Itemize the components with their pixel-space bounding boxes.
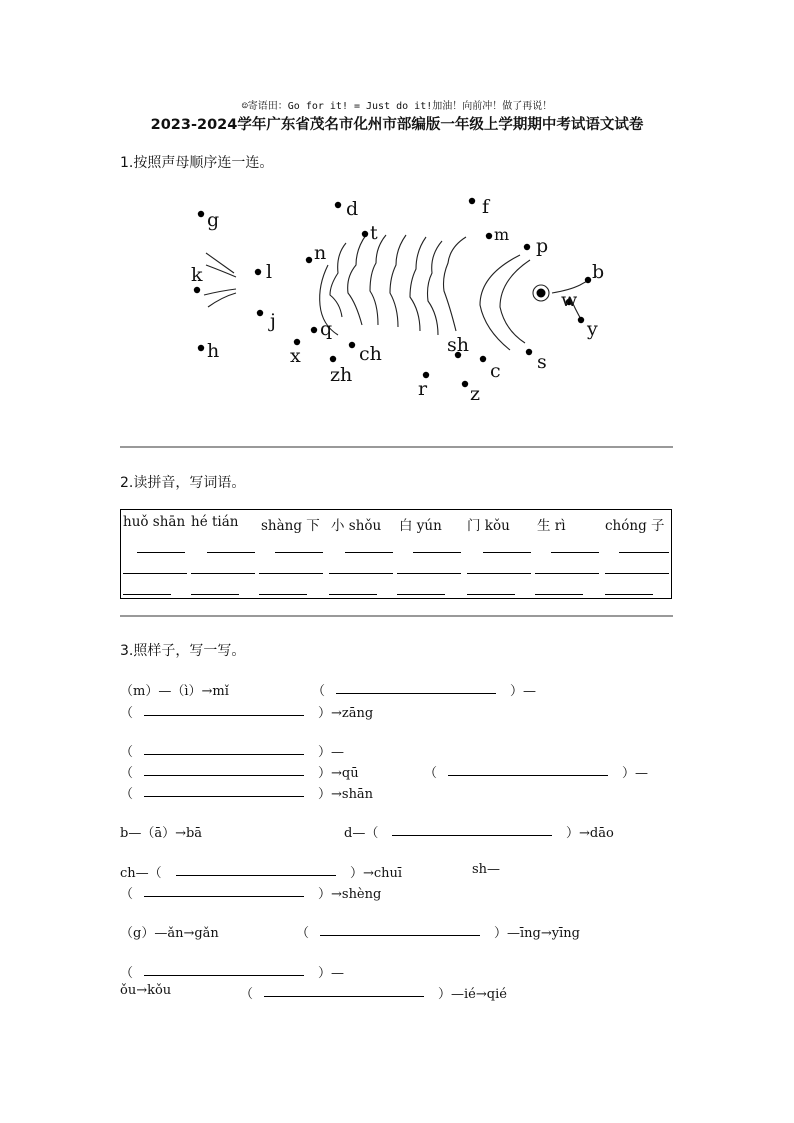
answer-blank[interactable] [275,552,323,553]
letter-m: m [494,225,510,244]
answer-blank[interactable] [144,963,304,976]
answer-blank[interactable] [320,923,480,936]
example-text: （g）—ǎn→gǎn [120,926,219,941]
fish-connect-dots-figure [180,185,620,410]
paren-text: （ [120,787,134,802]
paren-text: （ [120,766,134,781]
answer-blank[interactable] [144,884,304,897]
answer-blank[interactable] [467,573,531,574]
answer-blank[interactable] [329,594,377,595]
answer-blank[interactable] [264,984,424,997]
letter-d: d [346,198,359,220]
paren-text: （ [312,684,326,699]
pinyin-item: 白 yún [399,518,442,534]
paren-text: （ [120,745,134,760]
answer-blank[interactable] [191,573,255,574]
letter-zh: zh [330,364,353,386]
letter-k: k [191,264,203,286]
letter-t: t [370,222,378,244]
letter-w: w [561,289,578,311]
paren-text: （ [120,966,134,981]
answer-blank[interactable] [176,863,336,876]
example-text: b—（ā）→bā [120,826,203,841]
answer-blank[interactable] [144,784,304,797]
divider [120,615,673,617]
pinyin-item: 小 shǒu [331,518,382,534]
q2-answer-box [120,509,672,599]
letter-n: n [314,242,327,264]
answer-hint: ǒu→kǒu [120,983,172,998]
answer-hint: ）→shèng [318,887,382,902]
letter-g: g [207,209,220,231]
answer-blank[interactable] [413,552,461,553]
paren-text: ）— [318,745,345,760]
answer-blank[interactable] [483,552,531,553]
answer-blank[interactable] [123,573,187,574]
answer-hint: ）—ié→qié [438,987,507,1002]
answer-blank[interactable] [259,594,307,595]
motto: ☺寄语田：Go for it! = Just do it!加油！向前冲！做了再说！ [241,101,553,112]
page-title: 2023-2024学年广东省茂名市化州市部编版一年级上学期期中考试语文试卷 [150,117,644,133]
letter-y: y [587,318,598,340]
letter-z: z [470,383,481,405]
q3-heading: 3.照样子，写一写。 [120,643,246,659]
answer-hint: ）→chuī [350,866,403,881]
letter-c: c [490,360,501,382]
answer-blank[interactable] [329,573,393,574]
letter-ch: ch [359,343,382,365]
pinyin-item: huǒ shān [123,514,186,530]
pinyin-item: chóng 子 [605,518,665,534]
answer-blank[interactable] [392,823,552,836]
divider [120,446,673,448]
letter-j: j [270,310,276,332]
answer-blank[interactable] [535,573,599,574]
answer-blank[interactable] [207,552,255,553]
letter-p: p [536,235,549,257]
paren-text: （ [424,766,438,781]
answer-blank[interactable] [535,594,583,595]
pinyin-item: 生 rì [537,518,566,534]
answer-hint: ）→shān [318,787,374,802]
answer-blank[interactable] [397,573,461,574]
answer-hint: ）→qū [318,766,359,781]
paren-text: sh— [472,862,501,877]
q1-heading: 1.按照声母顺序连一连。 [120,155,274,171]
paren-text: （ [120,887,134,902]
answer-blank[interactable] [123,594,171,595]
pinyin-item: 门 kǒu [467,518,510,534]
answer-hint: ）—īng→yīng [494,926,580,941]
letter-r: r [418,378,428,400]
letter-f: f [482,196,490,218]
letter-x: x [290,345,301,367]
answer-blank[interactable] [259,573,323,574]
paren-text: （ [296,926,310,941]
answer-blank[interactable] [144,742,304,755]
paren-text: （ [240,987,254,1002]
paren-text: ）— [318,966,345,981]
answer-blank[interactable] [137,552,185,553]
answer-blank[interactable] [336,681,496,694]
answer-blank[interactable] [448,763,608,776]
answer-blank[interactable] [605,594,653,595]
example-text: （m）—（ì）→mǐ [120,684,229,699]
answer-hint: ）→dāo [566,826,614,841]
letter-h: h [207,340,220,362]
q2-heading: 2.读拼音，写词语。 [120,475,246,491]
paren-text: ch—（ [120,866,162,881]
letter-l: l [266,261,273,283]
letter-sh: sh [447,334,469,356]
answer-blank[interactable] [144,763,304,776]
answer-blank[interactable] [619,552,669,553]
paren-text: ）— [510,684,537,699]
paren-text: d—（ [344,826,379,841]
answer-blank[interactable] [605,573,669,574]
paren-text: （ [120,706,134,721]
answer-hint: ）→zāng [318,706,374,721]
letter-q: q [320,318,333,340]
pinyin-item: shàng 下 [261,518,320,534]
pinyin-item: hé tián [191,514,239,530]
answer-blank[interactable] [467,594,515,595]
answer-blank[interactable] [551,552,599,553]
answer-blank[interactable] [144,703,304,716]
answer-blank[interactable] [397,594,445,595]
paren-text: ）— [622,766,649,781]
letter-s: s [537,351,547,373]
answer-blank[interactable] [191,594,239,595]
letter-b: b [592,261,605,283]
answer-blank[interactable] [345,552,393,553]
